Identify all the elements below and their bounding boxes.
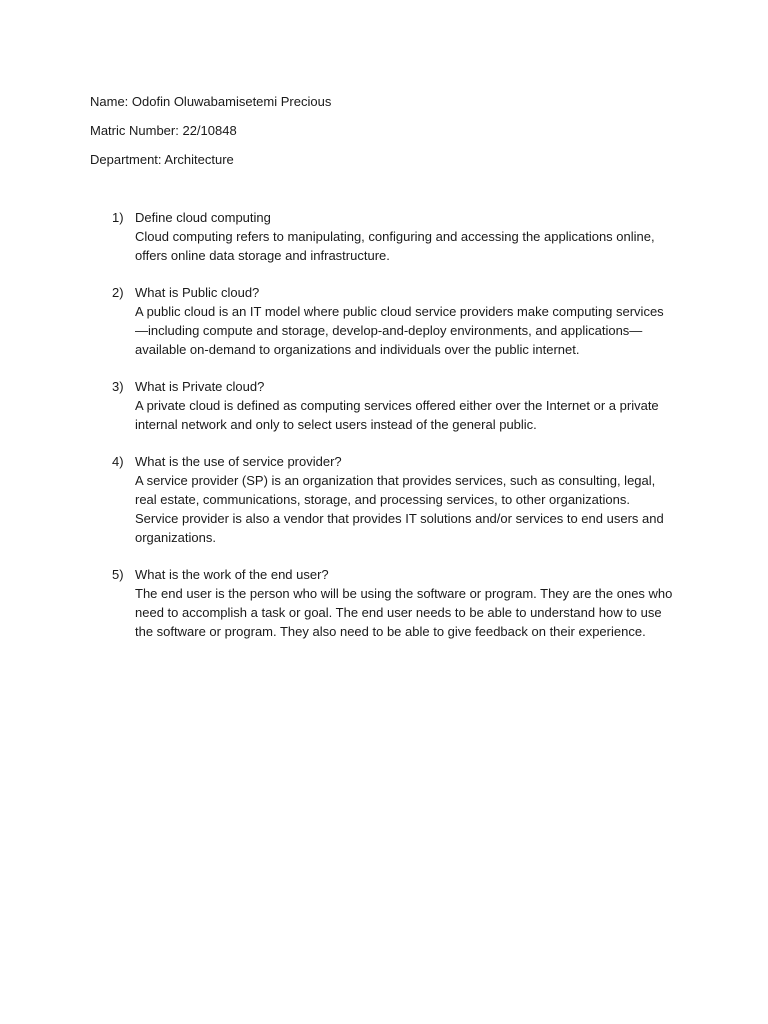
question-list	[0, 208, 768, 659]
list-item	[0, 377, 768, 434]
question-title: What is the work of the end user?	[135, 567, 329, 582]
question-answer: The end user is the person who will be using the software or program. They are the ones who need to accomplish a task or goal. The end user needs to be able to understand how to use the software or program. They also need to be able to give feedback on their experience.	[135, 586, 673, 639]
question-body	[135, 452, 675, 547]
question-number: 5)	[112, 567, 124, 582]
matric-number: Matric Number: 22/10848	[90, 123, 237, 138]
question-answer: A private cloud is defined as computing services offered either over the Internet or a private internal network and only to select users instead of the general public.	[135, 398, 659, 432]
question-title: What is Private cloud?	[135, 379, 265, 394]
list-item	[0, 565, 768, 641]
question-number: 2)	[112, 285, 124, 300]
question-number: 3)	[112, 379, 124, 394]
question-number: 1)	[112, 210, 124, 225]
question-answer: Cloud computing refers to manipulating, configuring and accessing the applications online, offers online data storage and infrastructure.	[135, 229, 655, 263]
question-answer: A public cloud is an IT model where public cloud service providers make computing services—including compute and storage, develop-and-deploy environments, and applications—available on-demand to organizations and individuals over the public internet.	[135, 304, 664, 357]
department: Department: Architecture	[90, 152, 234, 167]
question-body	[135, 377, 675, 434]
list-item	[0, 208, 768, 265]
question-body	[135, 283, 675, 359]
list-item	[0, 452, 768, 547]
question-title: What is the use of service provider?	[135, 454, 342, 469]
question-title: What is Public cloud?	[135, 285, 260, 300]
student-name: Name: Odofin Oluwabamisetemi Precious	[90, 94, 332, 109]
question-body	[135, 208, 675, 265]
question-answer: A service provider (SP) is an organization that provides services, such as consulting, legal, real estate, communications, storage, and processing services, to other organizations. Service provider is also a vendor that provides IT solutions and/or services to end users and organizations.	[135, 473, 664, 545]
list-item	[0, 283, 768, 359]
question-number: 4)	[112, 454, 124, 469]
question-title: Define cloud computing	[135, 210, 271, 225]
question-body	[135, 565, 675, 641]
